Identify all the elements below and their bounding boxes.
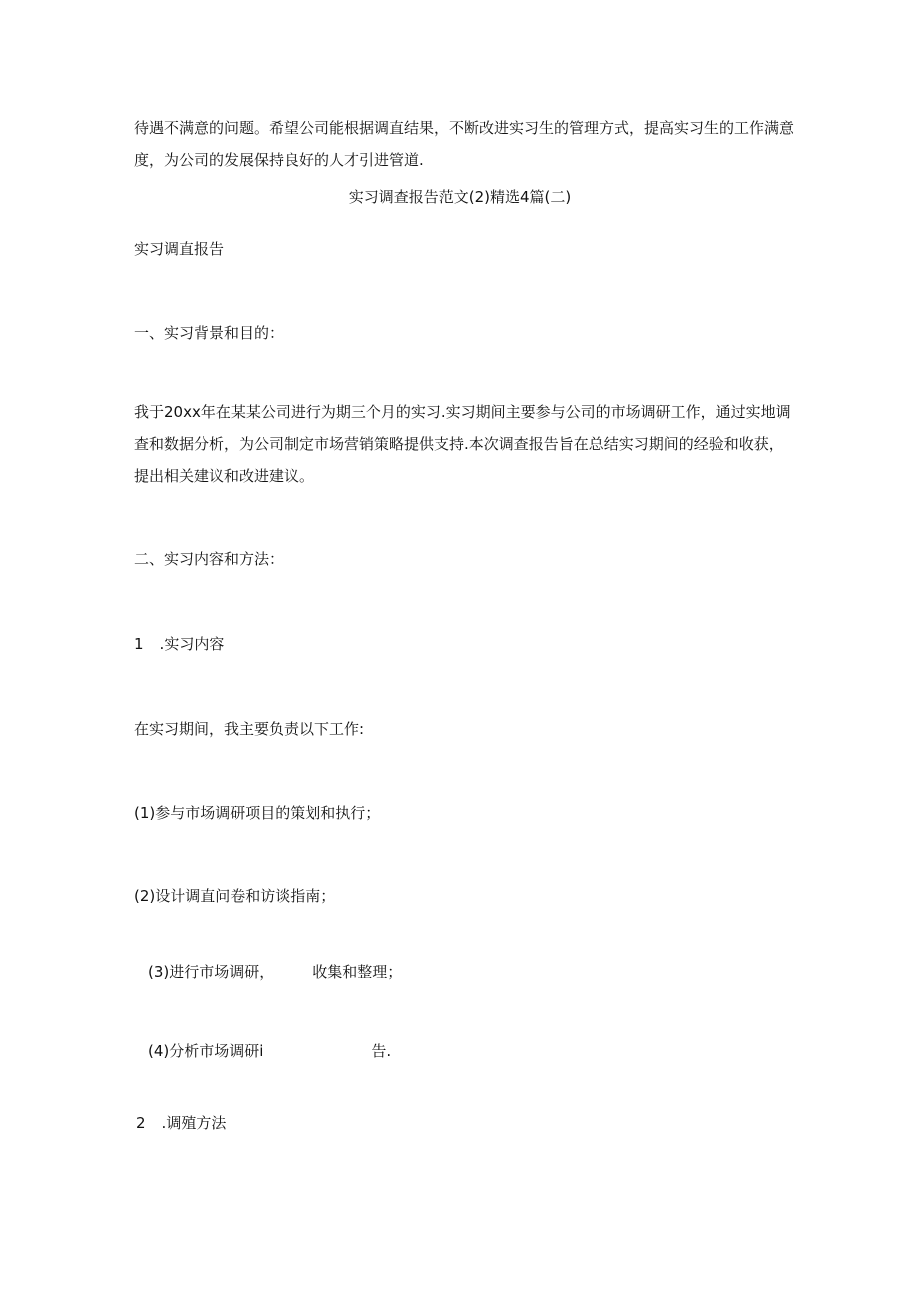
subsection-2-heading (136, 1107, 226, 1139)
work-item-3-part1: (3)进行市场调研， (148, 963, 275, 981)
work-item-4-part1: (4)分析市场调研i (148, 1042, 264, 1060)
work-item-2: (2)设计调直问卷和访谈指南； (134, 887, 336, 905)
work-intro: 在实习期间，我主要负责以下工作: (134, 720, 365, 738)
work-item-3-part2: 收集和整理； (312, 963, 403, 981)
work-item-1: (1)参与市场调研项目的策划和执行； (134, 804, 381, 822)
section2-heading: 二、实习内容和方法： (134, 550, 285, 568)
work-item-4-part2: 告. (371, 1042, 392, 1060)
work-item-3 (148, 956, 402, 988)
subsection-1-label: .实习内容 (159, 635, 225, 653)
report-title: 实习调直报告 (134, 240, 225, 258)
subsection-1-number: 1 (134, 635, 144, 653)
article-title: 实习调查报告范文(2)精选4篇(二) (348, 188, 572, 206)
work-item-4 (148, 1035, 391, 1067)
section1-paragraph: 我于20xx年在某某公司进行为期三个月的实习.实习期间主要参与公司的市场调研工作，通过实地调查和数据分析，为公司制定市场营销策略提供支持.本次调查报告旨在总结实习期间的经验和收获，提出相关建议和改进建议。 (134, 403, 791, 485)
subsection-2-number: 2 (136, 1114, 146, 1132)
subsection-2-label: .调殖方法 (161, 1114, 227, 1132)
subsection-1-heading (134, 628, 224, 660)
section1-heading: 一、实习背景和目的： (134, 324, 285, 342)
intro-paragraph: 待遇不满意的问题。希望公司能根据调直结果，不断改进实习生的管理方式，提高实习生的工作满意度，为公司的发展保持良好的人才引进管道. (134, 119, 795, 169)
